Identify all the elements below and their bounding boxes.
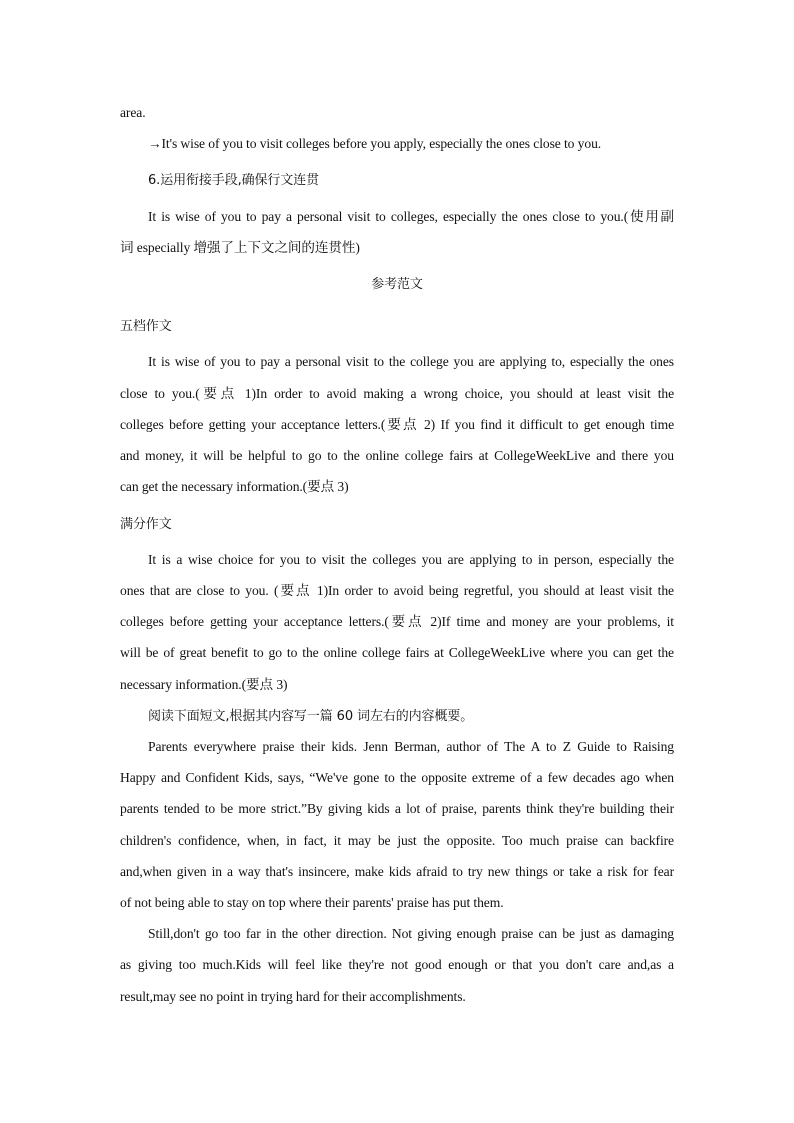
text-line: of not being able to stay on top where their parents' praise has put them. (120, 895, 504, 910)
text-line: result,may see no point in trying hard for their accomplishments. (120, 989, 466, 1004)
subsection-heading: 满分作文 (120, 517, 172, 532)
text-line: necessary information.(要点 3) (120, 677, 288, 692)
text-line: and money, it will be helpful to go to the online college fairs at CollegeWeekLive and there you (120, 448, 674, 463)
text-line: colleges before getting your acceptance letters.(要点 2) If you find it difficult to get enough time (120, 417, 674, 432)
text-line: will be of great benefit to go to the online college fairs at CollegeWeekLive where you can get the (120, 645, 674, 660)
task-instruction: 阅读下面短文,根据其内容写一篇 60 词左右的内容概要。 (148, 709, 474, 724)
text-line: parents tended to be more strict.”By giving kids a lot of praise, parents think they're building their (120, 801, 674, 816)
text-line: It is wise of you to pay a personal visit to colleges, especially the ones close to you.(使用副 (148, 209, 674, 224)
text-line: 词 especially 增强了上下文之间的连贯性) (120, 240, 360, 255)
text-line: colleges before getting your acceptance letters.(要点 2)If time and money are your problems, it (120, 614, 674, 629)
text-line: Parents everywhere praise their kids. Jenn Berman, author of The A to Z Guide to Raising (148, 739, 674, 754)
text-line: Still,don't go too far in the other direction. Not giving enough praise can be just as damaging (148, 926, 674, 941)
reference-title: 参考范文 (371, 277, 423, 292)
text-line: can get the necessary information.(要点 3) (120, 479, 349, 494)
text-line: Happy and Confident Kids, says, “We've gone to the opposite extreme of a few decades ago when (120, 770, 674, 785)
text-line: and,when given in a way that's insincere, make kids afraid to try new things or take a risk for fear (120, 864, 674, 879)
text-line: close to you.(要点 1)In order to avoid making a wrong choice, you should at least visit the (120, 386, 674, 401)
text-line: →It's wise of you to visit colleges before you apply, especially the ones close to you. (148, 136, 602, 151)
text-line: as giving too much.Kids will feel like they're not good enough or that you don't care and,as a (120, 957, 674, 972)
text-line: children's confidence, when, in fact, it may be just the opposite. Too much praise can backfire (120, 833, 674, 848)
text-line: ones that are close to you. (要点 1)In order to avoid being regretful, you should at least visit the (120, 583, 674, 598)
subsection-heading: 五档作文 (120, 319, 172, 334)
text-line: It is wise of you to pay a personal visit to the college you are applying to, especially the ones (148, 354, 674, 369)
text-line: area. (120, 105, 146, 120)
section-heading: 6.运用衔接手段,确保行文连贯 (148, 173, 320, 188)
text-line: It is a wise choice for you to visit the colleges you are applying to in person, especially the (148, 552, 674, 567)
